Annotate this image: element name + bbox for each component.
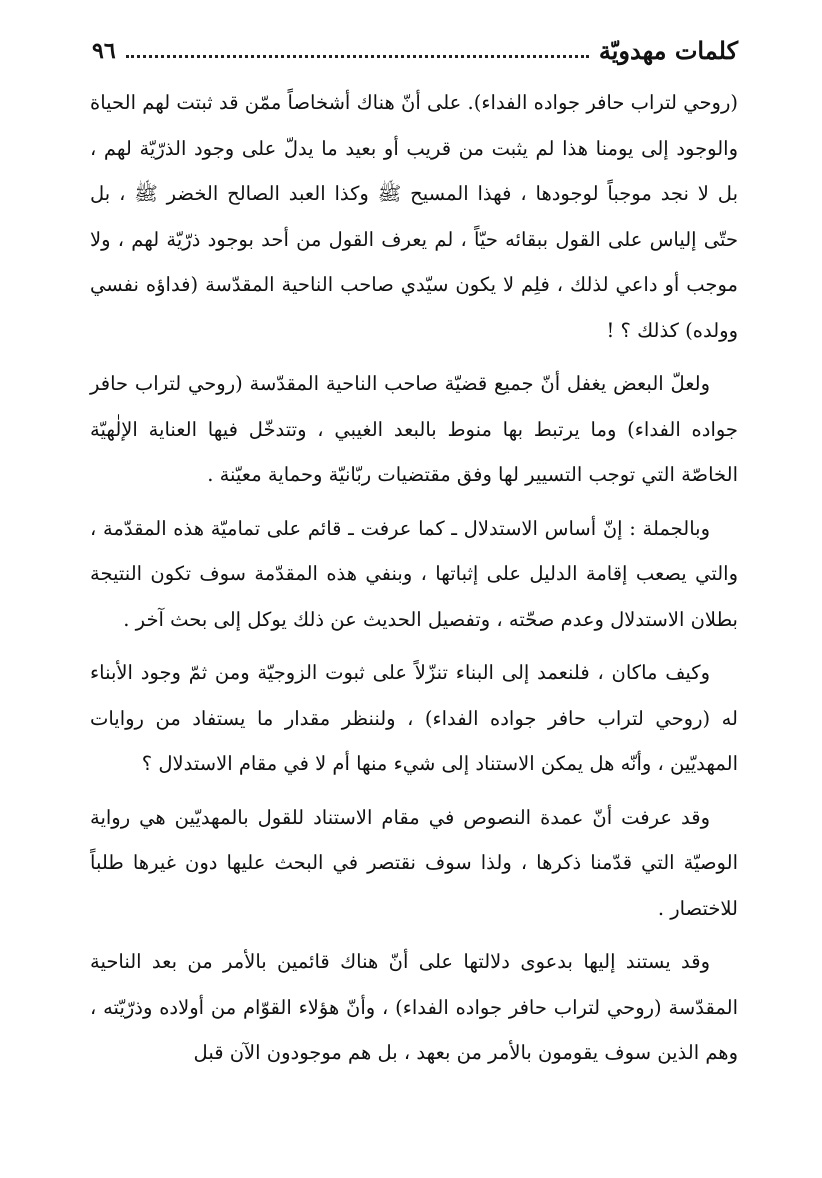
paragraph-1: (روحي لتراب حافر جواده الفداء). على أنّ هناك أشخاصاً ممّن قد ثبتت لهم الحياة والوجود إلى يومنا هذا لم يثبت من قريب أو بعيد ما يدلّ على وجود الذرّيّة لهم ، بل لا نجد موجباً لوجودها ، فهذا المسيح ﷺ وكذا العبد الصالح الخضر ﷺ ، بل حتّى إلياس على القول ببقائه حيّاً ، لم يعرف القول من أحد بوجود ذرّيّة لهم ، ولا موجب أو داعي لذلك ، فلِم لا يكون سيّدي صاحب الناحية المقدّسة (فداؤه نفسي وولده) كذلك ؟ ! (90, 91, 738, 342)
paragraph-5: وقد عرفت أنّ عمدة النصوص في مقام الاستناد للقول بالمهديّين هي رواية الوصيّة التي قدّمنا ذكرها ، ولذا سوف نقتصر في البحث عليها دون غيرها طلباً للاختصار . (90, 805, 738, 920)
page-header (92, 30, 738, 66)
header-dotted-leader (126, 55, 589, 58)
paragraph-6: وقد يستند إليها بدعوى دلالتها على أنّ هناك قائمين بالأمر من بعد الناحية المقدّسة (روحي لتراب حافر جواده الفداء) ، وأنّ هؤلاء القوّام من أولاده وذرّيّته ، وهم الذين سوف يقومون بالأمر من بعهد ، بل هم موجودون الآن قبل (90, 950, 738, 1064)
paragraph-2: ولعلّ البعض يغفل أنّ جميع قضيّة صاحب الناحية المقدّسة (روحي لتراب حافر جواده الفداء) وما يرتبط بها منوط بالبعد الغيبي ، وتتدخّل فيها العناية الإلٰهيّة الخاصّة التي توجب التسيير لها وفق مقتضيات ربّانيّة وحماية معيّنة . (90, 372, 738, 486)
paragraph-4: وكيف ماكان ، فلنعمد إلى البناء تنزّلاً على ثبوت الزوجيّة ومن ثمّ وجود الأبناء له (روحي لتراب حافر جواده الفداء) ، ولننظر مقدار ما يستفاد من روايات المهديّين ، وأنّه هل يمكن الاستناد إلى شيء منها أم لا في مقام الاستدلال ؟ (90, 661, 738, 775)
body-text (90, 80, 738, 1084)
running-title: كلمات مهدويّة (598, 36, 738, 65)
paragraph-3: وبالجملة : إنّ أساس الاستدلال ـ كما عرفت ـ قائم على تماميّة هذه المقدّمة ، والتي يصعب إقامة الدليل على إثباتها ، وبنفي هذه المقدّمة سوف تكون النتيجة بطلان الاستدلال وعدم صحّته ، وتفصيل الحديث عن ذلك يوكل إلى بحث آخر . (90, 516, 738, 631)
page-number: ٩٦ (92, 38, 116, 64)
